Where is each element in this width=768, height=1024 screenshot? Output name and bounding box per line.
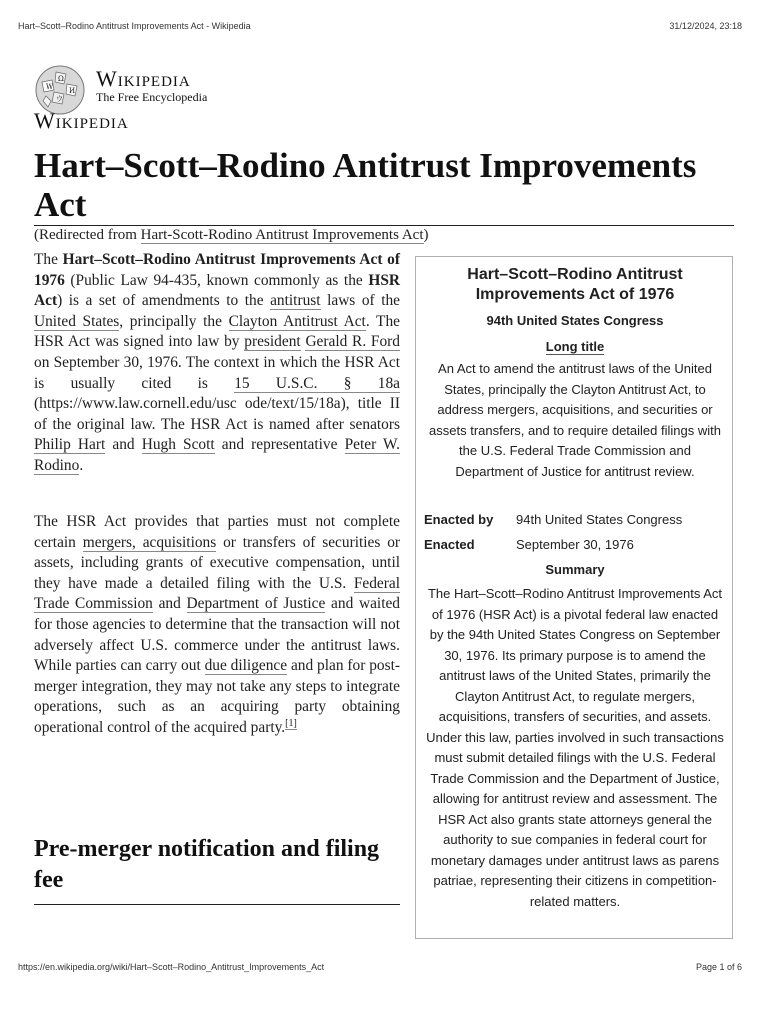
infobox-summary-label: Summary [545, 562, 605, 577]
title-divider [34, 225, 734, 226]
wikipedia-wordmark-secondary: Wikipedia [34, 108, 129, 133]
link-gerald-ford[interactable]: Gerald R. Ford [305, 333, 401, 351]
section-divider [34, 904, 400, 905]
redirect-notice: (Redirected from Hart-Scott-Rodino Antitrust Improvements Act) [34, 227, 429, 243]
link-usc-18a[interactable]: 15 U.S.C. § 18a [234, 374, 400, 392]
link-hugh-scott[interactable]: Hugh Scott [141, 436, 215, 454]
print-footer-url: https://en.wikipedia.org/wiki/Hart–Scott–Rodino_Antitrust_Improvements_Act [18, 962, 325, 972]
svg-text:W: W [46, 83, 54, 91]
bold-hsr-act: HSR Act [34, 271, 400, 310]
print-footer-page: Page 1 of 6 [695, 962, 742, 972]
infobox-row-key: Enacted by [424, 512, 494, 527]
wikipedia-tagline: The Free Encyclopedia [96, 90, 208, 104]
link-ftc[interactable]: Federal Trade Commission [34, 574, 400, 613]
print-header-datetime: 31/12/2024, 23:18 [669, 21, 742, 31]
link-clayton-act[interactable]: Clayton Antitrust Act [228, 312, 366, 330]
link-philip-hart[interactable]: Philip Hart [34, 436, 106, 454]
intro-paragraph: The Hart–Scott–Rodino Antitrust Improvements Act of 1976 (Public Law 94-435, known commonly as the HSR Act) is a set of amendments to the antitrust laws of the United States, principally the Clayton Antitrust Act. The HSR Act was signed into law by president Gerald R. Ford on September 30, 1976. The context in which the HSR Act is usually cited is 15 U.S.C. § 18a (https://www.law.cornell.edu/usc ode/text/15/18a), title II of the original law. The HSR Act is named after senators Philip Hart and Hugh Scott and representative Peter W. Rodino. [34, 251, 401, 474]
page-title: Hart–Scott–Rodino Antitrust Improvements Act [34, 146, 697, 224]
infobox-long-title-label: Long title [545, 339, 605, 354]
link-due-diligence[interactable]: due diligence [204, 657, 288, 675]
link-peter-rodino[interactable]: Peter W. Rodino [34, 436, 401, 474]
link-mergers-acquisitions[interactable]: mergers, acquisitions [82, 533, 217, 551]
infobox [415, 256, 733, 939]
bold-act-name: Hart–Scott–Rodino Antitrust Improvements Act of 1976 [34, 251, 400, 289]
link-doj[interactable]: Department of Justice [186, 595, 326, 613]
infobox-long-title: An Act to amend the antitrust laws of the United States, principally the Clayton Antitrust Act, to address mergers, acquisitions, and securities or assets transfers, and to require detailed filings with the U.S. Federal Trade Commission and Department of Justice for antitrust review. [429, 361, 721, 479]
link-united-states[interactable]: United States [34, 312, 120, 330]
svg-text:И: И [69, 87, 76, 95]
infobox-row-value: September 30, 1976 [516, 537, 634, 552]
section-heading-premerger: Pre-merger notification and filing fee [34, 836, 380, 893]
link-president[interactable]: president [244, 333, 301, 351]
infobox-row-key: Enacted [424, 537, 475, 552]
redirect-link[interactable]: Hart-Scott-Rodino Antitrust Improvements Act [140, 227, 424, 243]
provisions-paragraph: The HSR Act provides that parties must not complete certain mergers, acquisitions or transfers of securities or assets, including grants of executive compensation, until they have made a detailed filing with the U.S. Federal Trade Commission and Department of Justice and waited for those agencies to determine that the transaction will not adversely affect U.S. commerce under the antitrust laws. While parties can carry out due diligence and plan for post-merger integration, they may not take any steps to integrate operations, such as an acquiring party obtaining operational control of the acquired party.[1] [34, 513, 401, 736]
svg-text:Ω: Ω [58, 75, 64, 83]
svg-text:ウ: ウ [56, 95, 63, 103]
infobox-summary: The Hart–Scott–Rodino Antitrust Improvements Act of 1976 (HSR Act) is a pivotal federal law enacted by the 94th United States Congress on September 30, 1976. Its primary purpose is to amend the antitrust laws of the United States, primarily the Clayton Antitrust Act, to regulate mergers, acquisitions, transfers of securities, and assets. Under this law, parties involved in such transactions must submit detailed filings with the U.S. Federal Trade Commission and the Department of Justice, allowing for antitrust review and assessment. The HSR Act also grants state attorneys general the authority to sue companies in federal court for monetary damages under antitrust laws as parens patriae, representing their citizens in competition-related matters. [426, 586, 724, 909]
infobox-row-value: 94th United States Congress [516, 512, 683, 527]
link-antitrust[interactable]: antitrust [270, 292, 321, 310]
wikipedia-wordmark[interactable]: Wikipedia [96, 66, 191, 91]
infobox-title: Hart–Scott–Rodino Antitrust Improvements Act of 1976 [467, 266, 683, 303]
infobox-congress: 94th United States Congress [486, 313, 664, 328]
reference-1[interactable]: [1] [285, 717, 297, 729]
print-header-title: Hart–Scott–Rodino Antitrust Improvements Act - Wikipedia [18, 21, 251, 31]
